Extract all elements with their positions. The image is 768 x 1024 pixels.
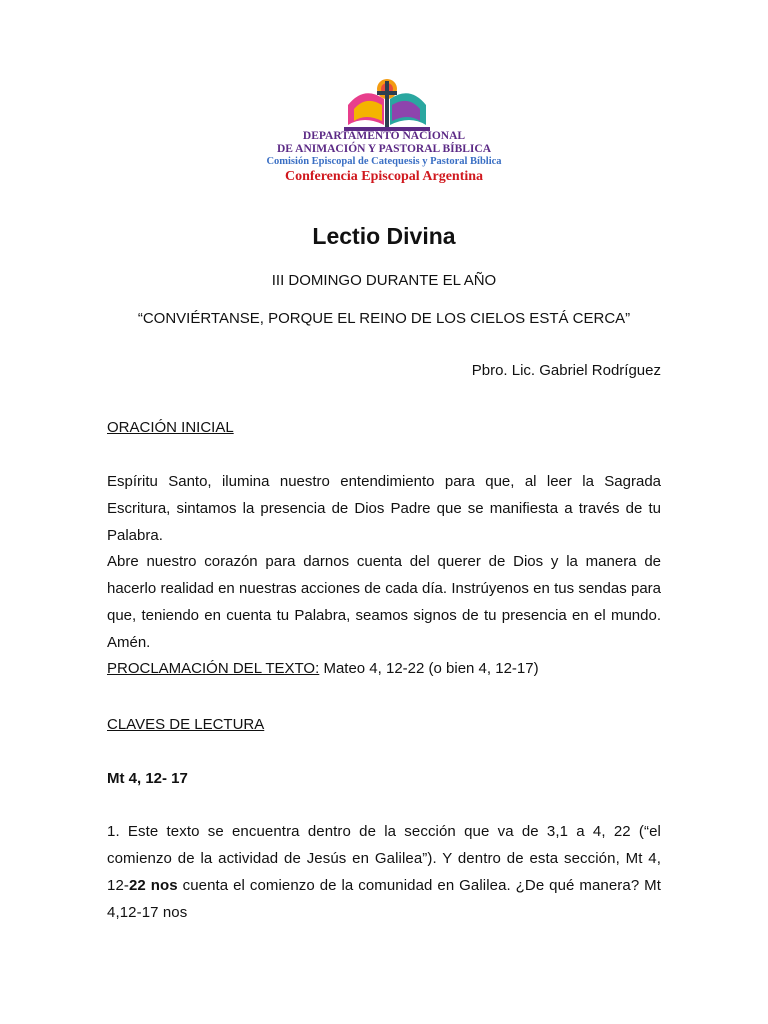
claves-paragraph-1	[107, 818, 661, 926]
oracion-paragraph-2: Abre nuestro corazón para darnos cuenta del querer de Dios y la manera de hacerlo realidad en nuestras acciones de cada día. Instrúyenos en tus sendas para que, teniendo en cuenta tu Palabra, seamos signos de tu presencia en el mundo. Amén.	[107, 553, 661, 651]
document-title: Lectio Divina	[312, 223, 456, 249]
section-reference: Mt 4, 12- 17	[107, 770, 188, 787]
conference-name: Conferencia Episcopal Argentina	[284, 169, 484, 184]
document-quote: “CONVIÉRTANSE, PORQUE EL REINO DE LOS CIELOS ESTÁ CERCA”	[137, 310, 631, 327]
proclamacion-line	[107, 660, 539, 677]
document-subtitle: III DOMINGO DURANTE EL AÑO	[271, 272, 497, 289]
oracion-heading: ORACIÓN INICIAL	[107, 419, 234, 436]
claves-text-bold: 22 nos	[128, 877, 178, 894]
claves-heading: CLAVES DE LECTURA	[107, 716, 265, 733]
author-name: Pbro. Lic. Gabriel Rodríguez	[471, 362, 661, 379]
episcopal-logo	[344, 75, 430, 131]
proclamacion-label: PROCLAMACIÓN DEL TEXTO:	[107, 660, 320, 677]
oracion-paragraph-1: Espíritu Santo, ilumina nuestro entendimiento para que, al leer la Sagrada Escritura, sintamos la presencia de Dios Padre que se manifiesta a través de tu Palabra.	[107, 473, 661, 544]
org-name-line2: DE ANIMACIÓN Y PASTORAL BÍBLICA	[276, 143, 492, 155]
org-name-line1: DEPARTAMENTO NACIONAL	[302, 130, 466, 142]
proclamacion-reference: Mateo 4, 12-22 (o bien 4, 12-17)	[319, 660, 539, 677]
claves-text-part1: 1. Este texto se encuentra dentro de la sección que va de 3,1 a 4, 22 (“el comienzo de la actividad de Jesús en Galilea”). Y dentro de esta sección, Mt 4, 12-	[107, 823, 661, 894]
claves-text-part2: cuenta el comienzo de la comunidad en Galilea. ¿De qué manera? Mt 4,12-17 nos	[107, 877, 662, 921]
commission-name: Comisión Episcopal de Catequesis y Pastoral Bíblica	[266, 156, 502, 167]
